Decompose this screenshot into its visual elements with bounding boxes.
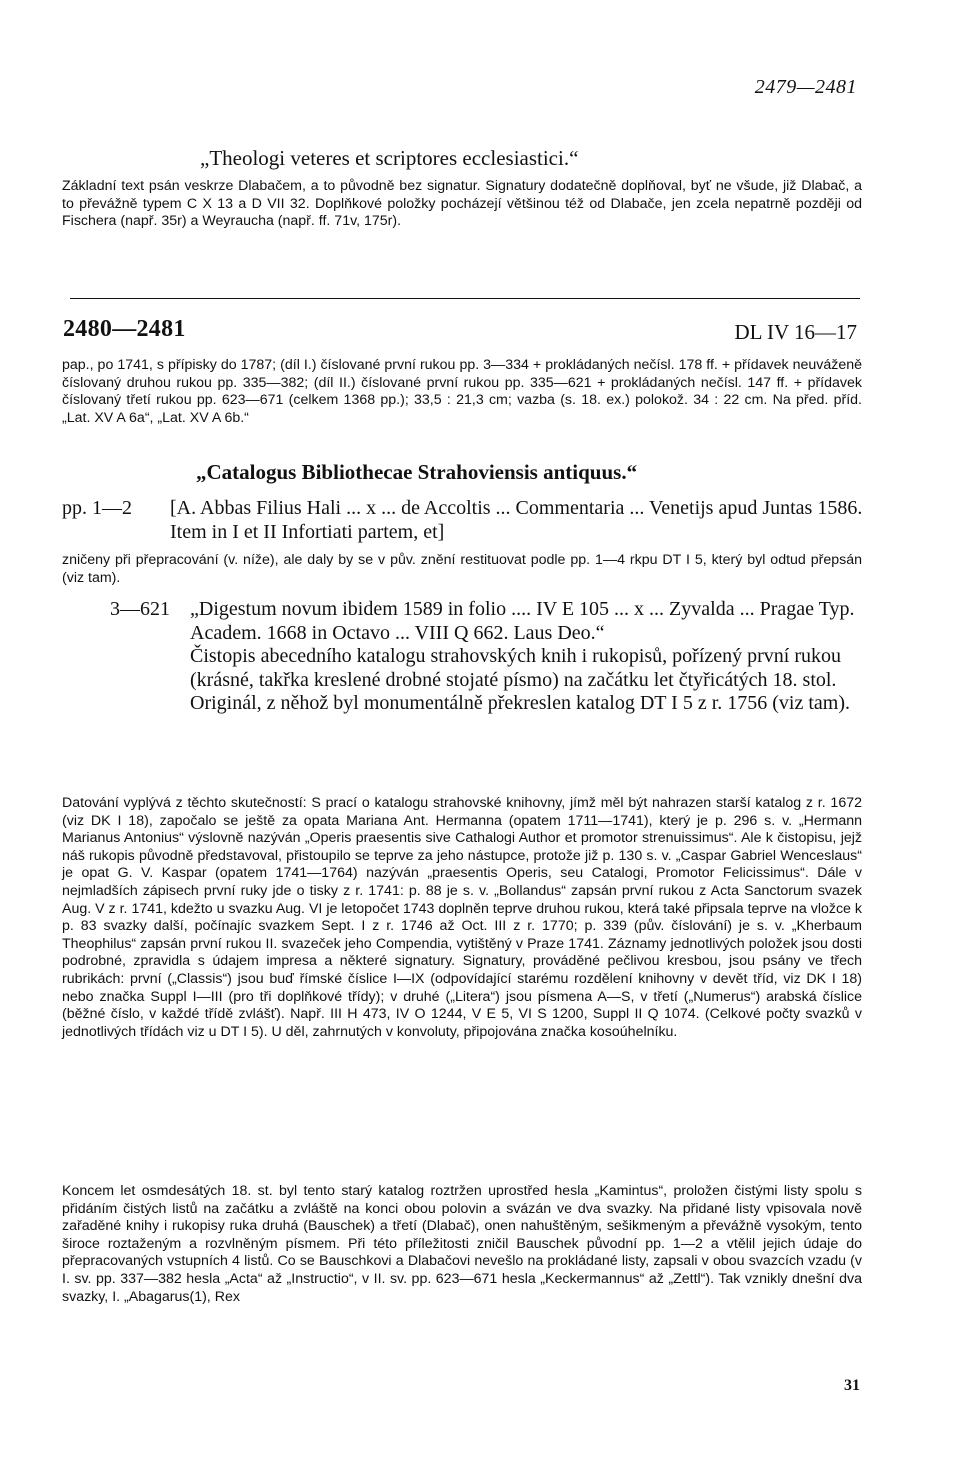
closing-paragraph	[62, 1183, 862, 1306]
intro-text: Základní text psán veskrze Dlabačem, a to původně bez signatur. Signatury dodatečně doplňoval, byť ne všude, již Dlabač, a to převážně typem C X 13 a D VII 32. Doplňkové položky pocházejí většinou též od Dlabače, jen zcela nepatrně později od Fischera (např. 35r) a Weyraucha (např. ff. 71v, 175r).	[62, 178, 862, 230]
pp-1-2-entry	[0, 497, 960, 545]
entry-description-text: pap., po 1741, s přípisky do 1787; (díl I.) číslované první rukou pp. 3—334 + prokládaných nečísl. 178 ff. + přídavek neuváženě číslovaný druhou rukou pp. 335—382; (díl II.) číslované první rukou pp. 335—621 + prokládaných nečísl. 147 ff. + přídavek číslovaný třetí rukou pp. 623—671 (celkem 1368 pp.); 33,5 : 21,3 cm; vazba (s. 18. ex.) polokož. 34 : 22 cm. Na před. příd. „Lat. XV A 6a“, „Lat. XV A 6b.“	[62, 357, 862, 426]
entry-signature: DL IV 16—17	[734, 320, 857, 344]
pp-1-2-note-text: zničeny při přepracování (v. níže), ale daly by se v pův. znění restituovat podle pp. 1—4 rkpu DT I 5, který byl odtud přepsán (viz tam).	[62, 552, 862, 586]
pp-1-2-note	[62, 552, 862, 587]
section-title: „Theologi veteres et scriptores ecclesiastici.“	[200, 146, 579, 170]
page-header-range: 2479—2481	[754, 76, 857, 98]
section-divider	[70, 298, 860, 299]
dating-text: Datování vyplývá z těchto skutečností: S prací o katalogu strahovské knihovny, jímž měl být nahrazen starší katalog z r. 1672 (viz DK I 18), započalo se ještě za opata Mariana Ant. Hermanna (opatem 1711—1741), který je p. 296 s. v. „Hermann Marianus Antonius“ výslovně nazýván „Operis praesentis sive Cathalogi Author et promotor strenuissimus“. Ale k čistopisu, jejž náš rukopis původně představoval, přistoupilo se teprve za jeho nástupce, protože již p. 130 s. v. „Caspar Gabriel Wenceslaus“ je opat G. V. Kaspar (opatem 1741—1764) nazýván „praesentis Operis, seu Catalogi, Promotor Felicissimus“. Dále v nejmladších zápisech první ruky jde o tisky z r. 1741: p. 88 je s. v. „Bollandus“ zapsán první rukou z Acta Sanctorum svazek Aug. V z r. 1741, kdežto u svazku Aug. VI je letopočet 1743 doplněn teprve druhou rukou, která také připsala teprve na vložce k p. 83 svazky další, počínajíc svazkem Sept. I z r. 1746 až Oct. III z r. 1770; p. 339 (pův. číslování) je s. v. „Kherbaum Theophilus“ zapsán první rukou II. svazeček jeho Compendia, vytištěný v Praze 1741. Záznamy jednotlivých položek jsou dosti podrobné, zpravidla s údajem impresa a některé signatury. Signatury, prováděné pečlivou kresbou, jsou psány ve třech rubrikách: první („Classis“) jsou buď římské číslice I—IX (odpovídající starému rozdělení knihovny v devět tříd, viz DK I 18) nebo značka Suppl I—III (pro tři doplňkové třídy); v druhé („Litera“) jsou písmena A—S, v třetí („Numerus“) arabská číslice (běžné číslo, v každé třídě zvlášť). Např. III H 473, IV O 1244, V E 5, VI S 1200, Suppl II Q 1074. (Celkové počty svazků v jednotlivých třídách viz u DT I 5). U děl, zahrnutých v konvoluty, připojována značka kosoúhelníku.	[62, 795, 862, 1040]
page-number: 31	[844, 1377, 860, 1394]
entry-numbers: 2480—2481	[63, 316, 186, 342]
entry-description	[62, 357, 862, 427]
pp-1-2-label: pp. 1—2	[62, 497, 132, 519]
pp-1-2-text: [A. Abbas Filius Hali ... x ... de Accoltis ... Commentaria ... Venetijs apud Juntas 1586. Item in I et II Infortiati partem, et]	[170, 497, 863, 543]
intro-paragraph	[62, 178, 862, 231]
closing-text: Koncem let osmdesátých 18. st. byl tento starý katalog roztržen uprostřed hesla „Kamintus“, proložen čistými listy spolu s přidáním čistých listů na začátku a zvláště na konci obou polovin a svázán ve dva svazky. Na přidané listy vpisovala nově zařaděné knihy i rukopisy ruka druhá (Bauschek) a třetí (Dlabač), onen nahuštěným, sešikmeným a převážně vysokým, tento široce roztaženým a rozvlněným písmem. Při této příležitosti zničil Bauschek původní pp. 1—2 a vtělil jejich údaje do přepracovaných vstupních 4 listů. Co se Bauschkovi a Dlabačovi nevešlo na prokládané listy, zapsali v obou svazcích vzadu (v I. sv. pp. 337—382 hesla „Acta“ až „Instructio“, v II. sv. pp. 623—671 hesla „Keckermannus“ až „Zettl“). Tak vznikly dnešní dva svazky, I. „Abagarus(1), Rex	[62, 1183, 862, 1305]
pp-3-621-body	[190, 598, 865, 716]
pp-3-621-quote: „Digestum novum ibidem 1589 in folio .... IV E 105 ... x ... Zyvalda ... Pragae Typ. Academ. 1668 in Octavo ... VIII Q 662. Laus Deo.“	[190, 598, 855, 644]
pp-3-621-label: 3—621	[110, 598, 170, 620]
pp-3-621-text: Čistopis abecedního katalogu strahovských knih i rukopisů, pořízený první rukou (krásné, takřka kreslené drobné stojaté písmo) na začátku let čtyřicátých 18. stol. Originál, z něhož byl monumentálně překreslen katalog DT I 5 z r. 1756 (viz tam).	[190, 645, 850, 714]
catalog-title: „Catalogus Bibliothecae Strahoviensis antiquus.“	[196, 460, 638, 484]
dating-paragraph	[62, 795, 862, 1041]
